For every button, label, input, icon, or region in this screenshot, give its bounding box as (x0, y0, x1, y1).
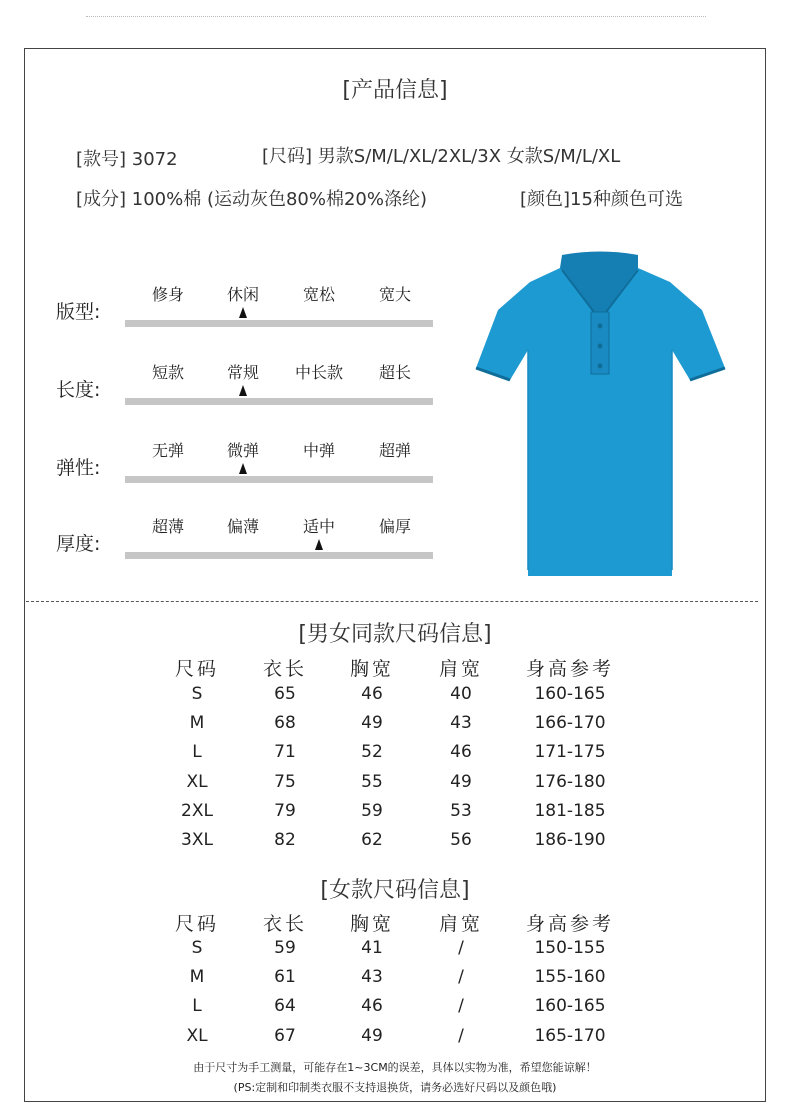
table-cell: / (458, 1025, 464, 1046)
attribute-option: 适中 (302, 517, 335, 536)
attribute-scale-bar (125, 320, 433, 327)
table-header: 尺码 (174, 913, 219, 935)
table-cell: 160-165 (534, 684, 606, 704)
attribute-option: 超长 (378, 363, 411, 382)
table-cell: 186-190 (534, 830, 606, 850)
table-cell: L (192, 996, 202, 1017)
table-cell: M (189, 967, 205, 988)
women-table-title: [女款尺码信息] (320, 878, 470, 903)
selected-marker-icon (315, 539, 323, 550)
style-number: [款号] 3072 (76, 149, 178, 170)
table-cell: 46 (361, 684, 383, 704)
table-cell: 3XL (181, 830, 213, 850)
attribute-option: 超薄 (151, 517, 184, 536)
product-info-title: [产品信息] (342, 78, 448, 103)
attribute-label: 版型: (56, 301, 101, 323)
table-cell: 176-180 (534, 771, 606, 792)
table-cell: M (189, 713, 205, 734)
attribute-label: 厚度: (56, 533, 101, 555)
size-range: [尺码] 男款S/M/L/XL/2XL/3X 女款S/M/L/XL (262, 146, 621, 167)
table-cell: 55 (361, 771, 383, 792)
attribute-scale-bar (125, 552, 433, 559)
attribute-option: 休闲 (226, 285, 259, 304)
table-header: 肩宽 (438, 658, 483, 680)
selected-marker-icon (239, 463, 247, 474)
table-cell: 181-185 (534, 800, 606, 821)
table-cell: 53 (450, 800, 472, 821)
table-cell: 82 (274, 830, 296, 850)
table-cell: 71 (274, 742, 296, 763)
table-cell: XL (186, 771, 208, 792)
table-cell: 43 (361, 967, 383, 988)
table-cell: 2XL (181, 800, 213, 821)
selected-marker-icon (239, 307, 247, 318)
table-header: 衣长 (262, 913, 307, 935)
table-cell: 46 (361, 996, 383, 1017)
attribute-option: 短款 (151, 363, 184, 382)
material-composition: [成分] 100%棉 (运动灰色80%棉20%涤纶) (76, 189, 428, 210)
table-cell: 65 (274, 684, 296, 704)
attribute-label: 长度: (56, 379, 101, 401)
table-header: 衣长 (262, 658, 307, 680)
table-cell: 49 (361, 713, 383, 734)
table-cell: 165-170 (534, 1025, 606, 1046)
table-cell: 40 (450, 684, 472, 704)
table-header: 肩宽 (438, 913, 483, 935)
table-cell: / (458, 996, 464, 1017)
table-cell: 171-175 (534, 742, 606, 763)
attribute-option: 中弹 (302, 441, 335, 460)
attribute-scale-bar (125, 476, 433, 483)
table-cell: 67 (274, 1025, 296, 1046)
attribute-option: 微弹 (226, 441, 259, 460)
table-header: 身高参考 (525, 658, 614, 680)
table-header: 尺码 (174, 658, 219, 680)
attribute-option: 偏厚 (378, 517, 411, 536)
attribute-option: 宽大 (378, 285, 411, 304)
table-header: 胸宽 (349, 913, 394, 935)
table-cell: 43 (450, 713, 472, 734)
table-cell: 62 (361, 830, 383, 850)
color-options: [颜色]15种颜色可选 (520, 189, 683, 210)
table-cell: 150-155 (534, 938, 606, 958)
table-cell: S (191, 938, 203, 958)
table-cell: XL (186, 1025, 208, 1046)
attribute-scale-bar (125, 398, 433, 405)
table-cell: 49 (361, 1025, 383, 1046)
table-cell: 46 (450, 742, 472, 763)
table-cell: 41 (361, 938, 383, 958)
table-cell: 56 (450, 830, 472, 850)
polo-shirt-icon (470, 250, 730, 580)
attribute-option: 超弹 (378, 441, 411, 460)
table-cell: 166-170 (534, 713, 606, 734)
table-cell: 61 (274, 967, 296, 988)
top-dotted-rule (86, 16, 706, 17)
table-cell: 160-165 (534, 996, 606, 1017)
table-cell: 155-160 (534, 967, 606, 988)
attribute-label: 弹性: (56, 457, 101, 479)
attribute-option: 常规 (226, 363, 259, 382)
section-divider (26, 601, 758, 602)
attribute-option: 修身 (151, 285, 184, 304)
selected-marker-icon (239, 385, 247, 396)
attribute-option: 中长款 (294, 363, 343, 382)
table-cell: / (458, 967, 464, 988)
table-header: 身高参考 (525, 913, 614, 935)
table-cell: 52 (361, 742, 383, 763)
table-cell: 75 (274, 771, 296, 792)
measurement-note: 由于尺寸为手工测量，可能存在1~3CM的误差，具体以实物为准，希望您能谅解！ (193, 1061, 597, 1074)
table-cell: 68 (274, 713, 296, 734)
table-cell: 79 (274, 800, 296, 821)
table-cell: 59 (274, 938, 296, 958)
return-policy-note: (PS:定制和印制类衣服不支持退换货，请务必选好尺码以及颜色哦) (233, 1081, 557, 1094)
table-cell: 49 (450, 771, 472, 792)
table-header: 胸宽 (349, 658, 394, 680)
table-cell: S (191, 684, 203, 704)
unisex-table-title: [男女同款尺码信息] (298, 622, 492, 647)
table-cell: 59 (361, 800, 383, 821)
attribute-option: 无弹 (151, 441, 184, 460)
attribute-option: 宽松 (302, 285, 335, 304)
table-cell: 64 (274, 996, 296, 1017)
table-cell: / (458, 938, 464, 958)
attribute-option: 偏薄 (226, 517, 259, 536)
table-cell: L (192, 742, 202, 763)
